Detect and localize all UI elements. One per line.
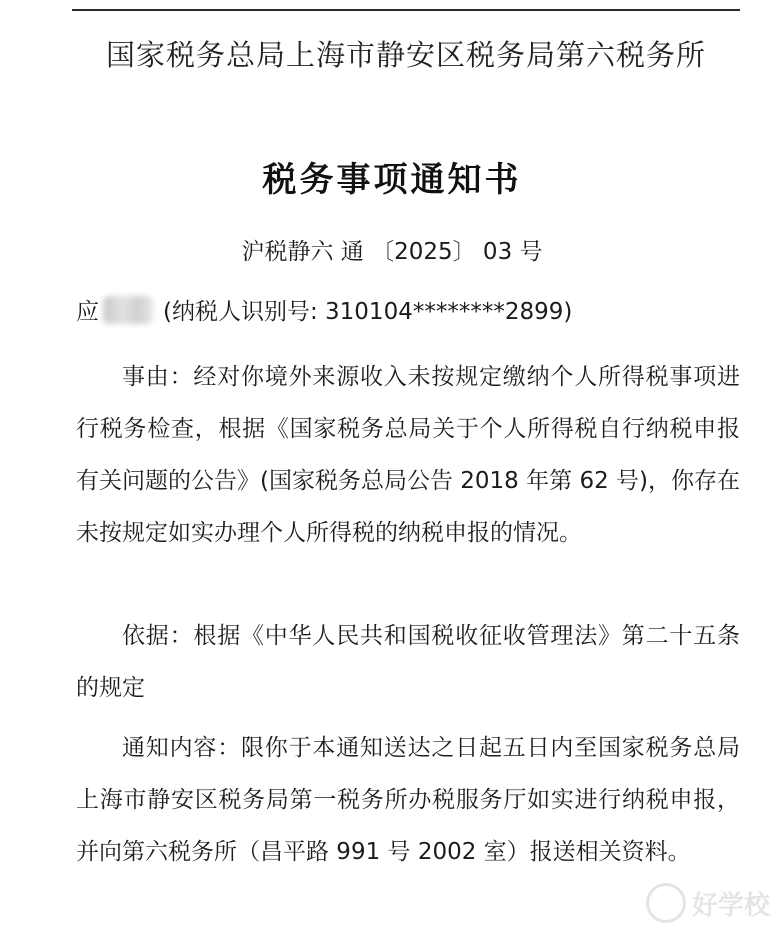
basis-paragraph: 依据：根据《中华人民共和国税收征收管理法》第二十五条的规定 xyxy=(76,623,740,701)
watermark-logo-icon xyxy=(646,883,686,923)
watermark xyxy=(646,883,770,923)
document-number: 沪税静六 通 〔2025〕 03 号 xyxy=(241,239,543,265)
document-title: 税务事项通知书 xyxy=(262,160,522,200)
top-rule xyxy=(72,9,740,11)
issuing-office: 国家税务总局上海市静安区税务局第六税务所 xyxy=(105,38,706,72)
reason-paragraph: 事由：经对你境外来源收入未按规定缴纳个人所得税事项进行税务检查，根据《国家税务总局关于个人所得税自行纳税申报有关问题的公告》(国家税务总局公告 2018 年第 62 号)，你存在未按规定如实办理个人所得税的纳税申报的情况。 xyxy=(76,364,740,546)
watermark-text: 好学校 xyxy=(691,890,770,921)
addressee-prefix: 应 xyxy=(76,299,99,325)
notice-paragraph: 通知内容：限你于本通知送达之日起五日内至国家税务总局上海市静安区税务局第一税务所办税服务厅如实进行纳税申报，并向第六税务所（昌平路 991 号 2002 室）报送相关资料。 xyxy=(76,735,740,865)
taxpayer-id: (纳税人识别号: 310104********2899) xyxy=(163,299,573,325)
redacted-name xyxy=(103,296,153,324)
addressee-line xyxy=(76,293,746,326)
